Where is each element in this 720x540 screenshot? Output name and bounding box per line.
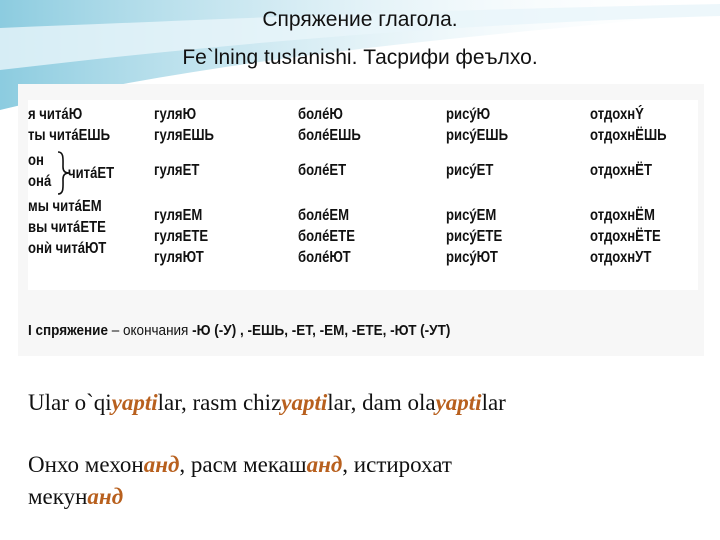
table-cell: болéЕТЕ [298,228,355,245]
table-cell: гуляЮ [154,106,197,123]
highlight-suffix: анд [143,452,180,477]
tajik-example-line-2 [28,484,123,510]
table-cell: рисýЕТ [446,162,494,179]
rule-endings: -Ю (-У) , -ЕШЬ, -ЕТ, -ЕМ, -ЕТЕ, -ЮТ (-УТ) [192,322,451,339]
tajik-example-line-1 [28,452,452,478]
table-cell: вы читáЕТЕ [28,219,106,236]
text-segment: , расм мекаш [179,452,307,477]
text-segment: Онхо мехон [28,452,144,477]
page-title: Спряжение глагола. [262,8,458,31]
table-cell: отдохнÝ [590,106,644,123]
highlight-suffix: yapti [281,390,328,415]
table-cell: болéЮТ [298,249,351,266]
highlight-suffix: yapti [111,390,158,415]
table-cell: мы читáЕМ [28,198,102,215]
rule-word: окончания [122,322,189,339]
text-segment: lar [481,390,506,415]
table-cell: гуляЮТ [154,249,204,266]
text-segment: lar, rasm chiz [157,390,282,415]
table-cell: гуляЕШЬ [154,127,214,144]
page-subtitle: Fe`lning tuslanishi. Тасрифи феълхо. [182,46,538,69]
table-cell: гуляЕТ [154,162,200,179]
shared-he-she-form [68,163,114,184]
table-cell: читáЕТ [68,165,115,182]
rule-dash: – [111,322,120,339]
column-gulyat [154,104,214,268]
table-cell: болéЕШЬ [298,127,361,144]
table-cell: рисýЕМ [446,207,497,224]
table-cell: рисýЕТЕ [446,228,503,245]
table-cell: онá [28,173,52,190]
table-cell: отдохнЁТЕ [590,228,661,245]
table-cell: рисýЮ [446,106,491,123]
text-segment: , истирохат [342,452,452,477]
table-cell: рисýЮТ [446,249,498,266]
text-segment: Ular o`qi [28,390,112,415]
column-bolet [298,104,361,268]
table-cell: отдохнЁТ [590,162,652,179]
table-cell: отдохнУТ [590,249,652,266]
text-segment: мекун [28,484,88,509]
table-cell: болéЕМ [298,207,350,224]
conjugation-rule [28,322,450,339]
table-cell: болéЮ [298,106,343,123]
text-segment: lar, dam ola [327,390,436,415]
table-cell: он [28,152,44,169]
column-risovat [446,104,508,268]
table-cell: ты читáЕШЬ [28,127,111,144]
table-cell: онѝ читáЮТ [28,240,107,257]
table-cell: отдохнЁМ [590,207,655,224]
table-cell: я читáЮ [28,106,83,123]
column-otdokhnut [590,104,667,268]
table-cell: болéЕТ [298,162,347,179]
table-cell: отдохнЁШЬ [590,127,667,144]
table-cell: гуляЕМ [154,207,203,224]
highlight-suffix: анд [306,452,343,477]
uzbek-example-line [28,390,506,416]
highlight-suffix: анд [87,484,124,509]
table-cell: гуляЕТЕ [154,228,209,245]
rule-label: I спряжение [28,322,108,339]
table-cell: рисýЕШЬ [446,127,509,144]
highlight-suffix: yapti [435,390,482,415]
